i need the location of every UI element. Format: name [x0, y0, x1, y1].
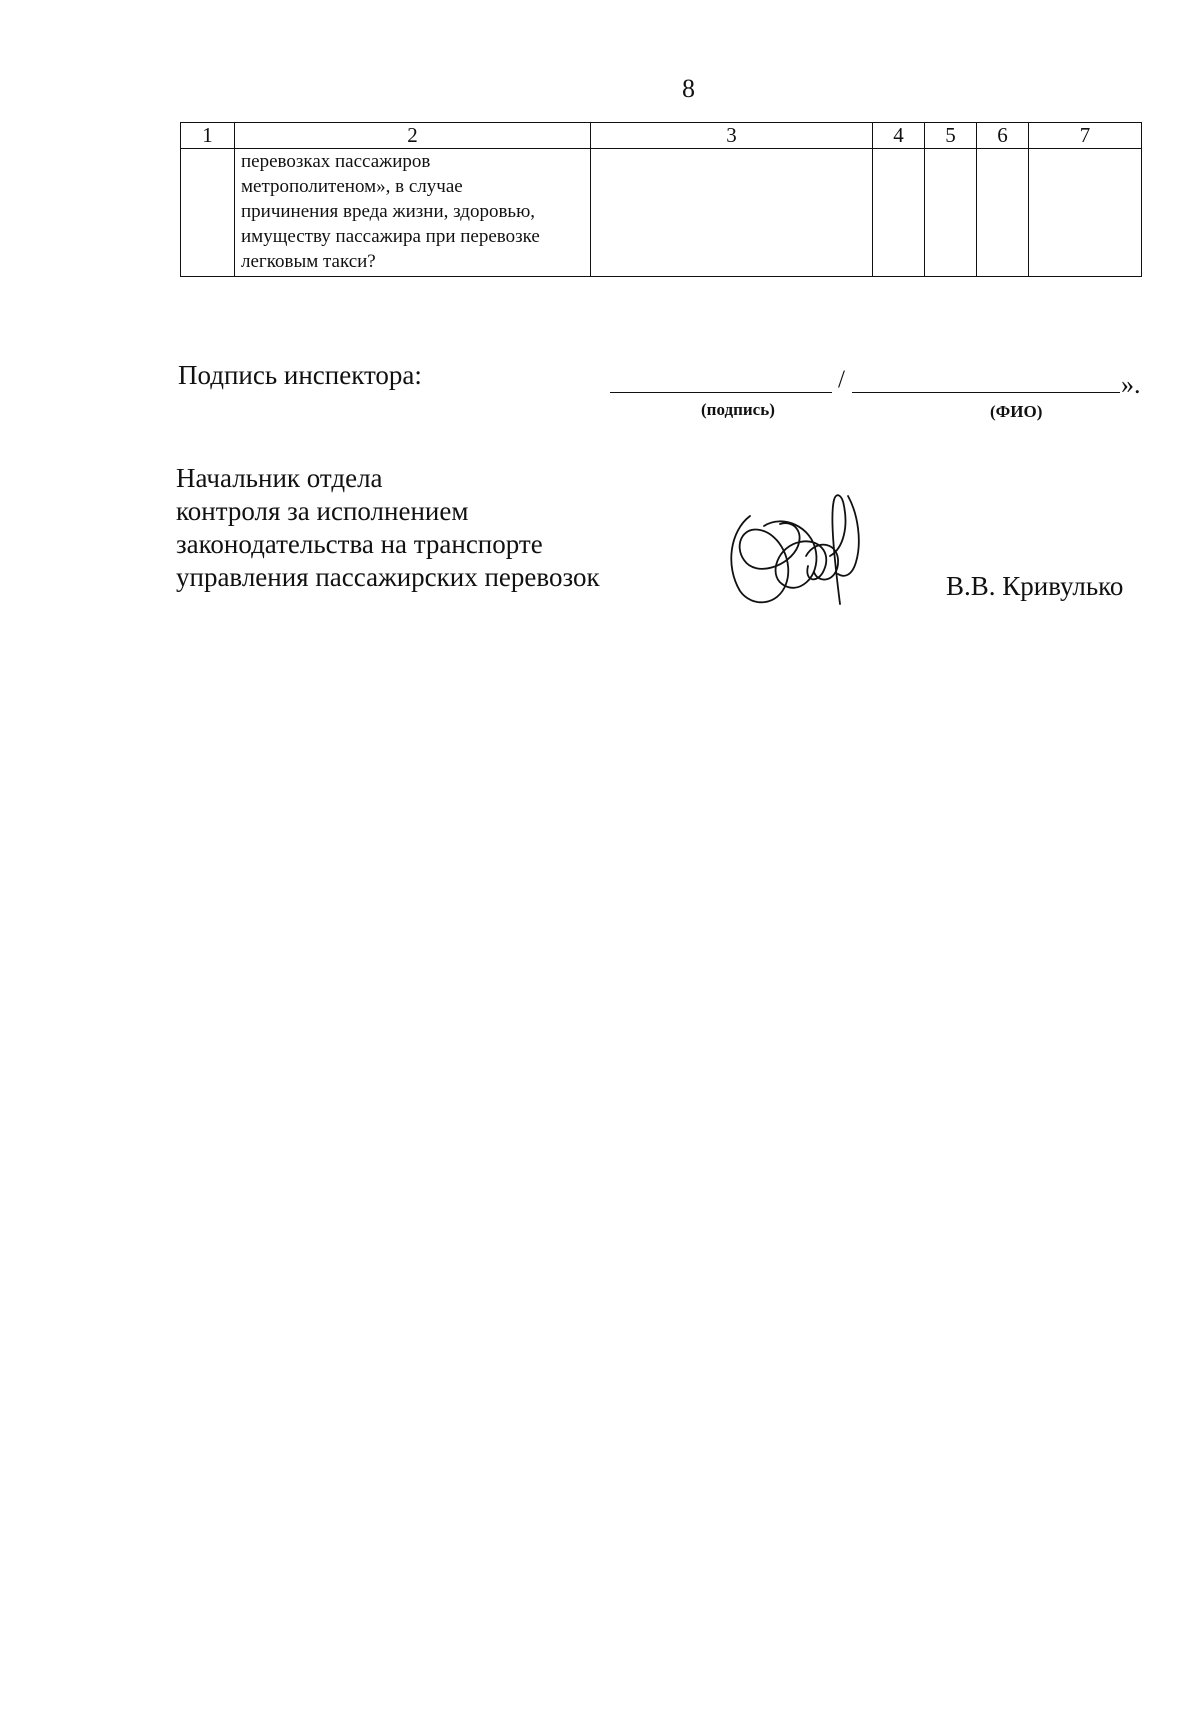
closing-quote: ».	[1121, 370, 1141, 399]
chief-title-line: управления пассажирских перевозок	[176, 562, 600, 592]
question-line: имуществу пассажира при перевозке	[241, 226, 540, 247]
column-header-5: 5	[925, 123, 977, 149]
fio-caption: (ФИО)	[990, 402, 1043, 421]
checklist-table	[180, 122, 1142, 277]
question-line: перевозках пассажиров	[241, 151, 431, 172]
question-line: метрополитеном», в случае	[241, 176, 463, 197]
column-header-3: 3	[591, 123, 873, 149]
chief-name: В.В. Кривулько	[946, 571, 1124, 601]
column-header-4: 4	[873, 123, 925, 149]
signature-separator: /	[838, 366, 845, 393]
cell-number	[181, 149, 235, 277]
page-number: 8	[682, 74, 695, 103]
question-line: легковым такси?	[241, 251, 376, 272]
cell-col5	[925, 149, 977, 277]
signature-line	[610, 392, 832, 393]
column-header-1: 1	[181, 123, 235, 149]
column-header-6: 6	[977, 123, 1029, 149]
chief-title	[176, 462, 600, 594]
chief-title-line: контроля за исполнением	[176, 496, 469, 526]
inspector-signature-label: Подпись инспектора:	[178, 360, 422, 390]
cell-col7	[1029, 149, 1142, 277]
signature-caption: (подпись)	[701, 400, 775, 419]
column-header-2: 2	[235, 123, 591, 149]
fio-line	[852, 392, 1120, 393]
cell-col6	[977, 149, 1029, 277]
question-line: причинения вреда жизни, здоровью,	[241, 201, 536, 222]
cell-requirement	[591, 149, 873, 277]
cell-question	[235, 149, 591, 277]
column-header-7: 7	[1029, 123, 1142, 149]
chief-title-line: Начальник отдела	[176, 463, 383, 493]
table-row	[181, 149, 1142, 277]
chief-title-line: законодательства на транспорте	[176, 529, 543, 559]
handwritten-signature	[720, 486, 870, 610]
table-header-row	[181, 123, 1142, 149]
cell-col4	[873, 149, 925, 277]
